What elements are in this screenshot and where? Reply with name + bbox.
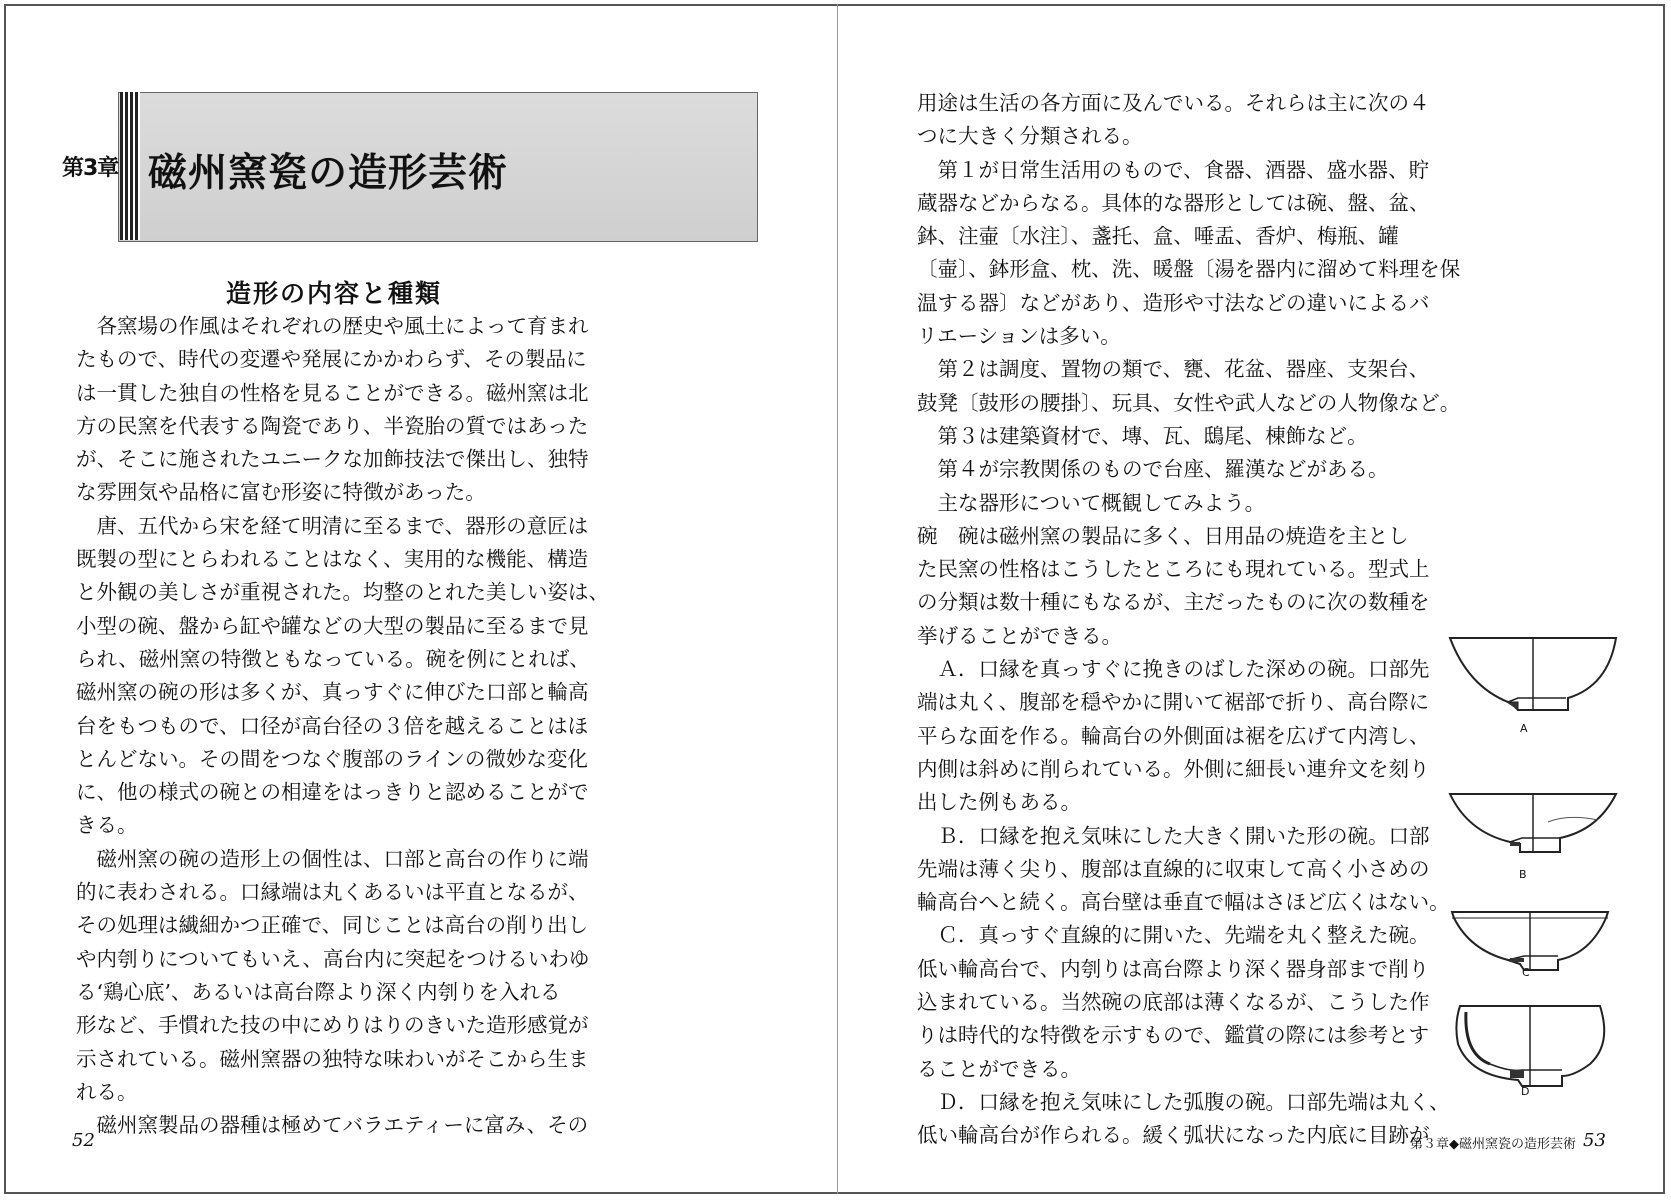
text-line: 蔵器などからなる。具体的な器形としては碗、盤、盆、 (917, 190, 1430, 215)
text-line: 第３は建築資材で、塼、瓦、鴟尾、棟飾など。 (917, 423, 1368, 448)
text-line: つに大きく分類される。 (917, 124, 1143, 149)
text-line: 台をもつもので、口径が高台径の３倍を越えることはほ (76, 713, 589, 738)
text-line: たもので、時代の変遷や発展にかかわらず、その製品に (76, 347, 587, 372)
bowl-profile-d (1450, 1004, 1610, 1090)
text-line: る‘鶏心底’、あるいは高台際より深く内刳りを入れる (76, 979, 561, 1004)
text-line: 平らな面を作る。輪高台の外側面は裾を広げて内湾し、 (917, 723, 1430, 748)
text-line: 低い輪高台で、内刳りは高台際より深く器身部まで削り (917, 956, 1430, 981)
section-heading: 造形の内容と種類 (226, 279, 443, 308)
left-body-text (76, 310, 609, 1142)
text-line: た民窯の性格はこうしたところにも現れている。型式上 (917, 557, 1430, 582)
text-line: 込まれている。当然碗の底部は薄くなるが、こうした作 (917, 990, 1430, 1015)
bowl-profile-b (1448, 792, 1618, 862)
text-line: 既製の型にとらわれることはなく、実用的な機能、構造 (76, 547, 589, 572)
text-line: 示されている。磁州窯器の独特な味わいがそこから生ま (76, 1046, 589, 1071)
text-line: 唐、五代から宋を経て明清に至るまで、器形の意匠は (76, 513, 589, 538)
chapter-label: 第3章 (62, 156, 119, 181)
text-line: 端は丸く、腹部を穏やかに開いて裾部で折り、高台際に (917, 690, 1430, 715)
running-head: 第３章◆磁州窯瓷の造形芸術 (1410, 1137, 1576, 1152)
text-line: 第２は調度、置物の類で、甕、花盆、器座、支架台、 (917, 357, 1430, 382)
text-line: 挙げることができる。 (917, 623, 1122, 648)
text-line: は一貫した独自の性格を見ることができる。磁州窯は北 (76, 380, 589, 405)
text-line: と外観の美しさが重視された。均整のとれた美しい姿は、 (76, 580, 609, 605)
text-line: の分類は数十種にもなるが、主だったものに次の数種を (917, 590, 1430, 615)
text-line: 〔壷〕、鉢形盒、枕、洗、暖盤〔湯を器内に溜めて料理を保 (917, 257, 1461, 282)
text-line: 先端は薄く尖り、腹部は直線的に収束して高く小さめの (917, 856, 1430, 881)
bowl-profile-a (1448, 636, 1618, 716)
text-line: 的に表わされる。口縁端は丸くあるいは平直となるが、 (76, 880, 589, 905)
text-line: に、他の様式の碗との相違をはっきりと認めることがで (76, 780, 589, 805)
text-line: 鉢、注壷〔水注〕、盞托、盒、唾盂、香炉、梅瓶、罐 (917, 224, 1399, 249)
text-line: ることができる。 (917, 1056, 1081, 1081)
bowl-label-a: A (1520, 722, 1528, 735)
text-line: 各窯場の作風はそれぞれの歴史や風土によって育まれ (76, 314, 589, 338)
text-line: 用途は生活の各方面に及んでいる。それらは主に次の４ (917, 91, 1430, 115)
text-line: 碗 碗は磁州窯の製品に多く、日用品の焼造を主とし (917, 523, 1409, 548)
text-line: 形など、手慣れた技の中にめりはりのきいた造形感覚が (76, 1013, 589, 1038)
text-line: 第１が日常生活用のもので、食器、酒器、盛水器、貯 (917, 157, 1430, 182)
text-line: 磁州窯製品の器種は極めてバラエティーに富み、その (76, 1113, 589, 1138)
text-line: Ａ．口縁を真っすぐに挽きのばした深めの碗。口部先 (917, 657, 1430, 682)
text-line: 鼓凳〔鼓形の腰掛〕、玩具、女性や武人などの人物像など。 (917, 390, 1461, 415)
text-line: が、そこに施されたユニークな加飾技法で傑出し、独特 (76, 447, 589, 472)
text-line: Ｂ．口縁を抱え気味にした大きく開いた形の碗。口部 (917, 823, 1430, 848)
text-line: Ｃ．真っすぐ直線的に開いた、先端を丸く整えた碗。 (917, 923, 1430, 948)
text-line: Ｄ．口縁を抱え気味にした弧腹の碗。口部先端は丸く、 (917, 1089, 1450, 1114)
text-line: 低い輪高台が作られる。緩く弧状になった内底に目跡が (917, 1123, 1430, 1148)
chapter-title: 磁州窯瓷の造形芸術 (148, 151, 509, 196)
page-number-left: 52 (72, 1130, 95, 1151)
text-line: 主な器形について概観してみよう。 (917, 490, 1266, 515)
bowl-profile-c (1450, 910, 1610, 980)
text-line: 小型の碗、盤から缸や罐などの大型の製品に至るまで見 (76, 613, 589, 638)
page-number-right: 53 (1583, 1130, 1606, 1151)
bowl-label-c: C (1522, 966, 1530, 979)
text-line: 第４が宗教関係のもので台座、羅漢などがある。 (917, 457, 1389, 482)
text-line: 磁州窯の碗の形は多くが、真っすぐに伸びた口部と輪高 (76, 680, 589, 705)
text-line: 方の民窯を代表する陶瓷であり、半瓷胎の質ではあった (76, 413, 589, 438)
text-line: りは時代的な特徴を示すもので、鑑賞の際には参考とす (917, 1023, 1430, 1048)
text-line: 磁州窯の碗の造形上の個性は、口部と高台の作りに端 (76, 846, 589, 871)
text-line: きる。 (76, 813, 138, 838)
text-line: な雰囲気や品格に富む形姿に特徴があった。 (76, 480, 486, 505)
right-body-text (917, 87, 1461, 1153)
text-line: リエーションは多い。 (917, 324, 1121, 349)
bowl-label-b: B (1519, 868, 1527, 881)
text-line: 温する器〕などがあり、造形や寸法などの違いによるバ (917, 290, 1430, 315)
text-line: られ、磁州窯の特徴ともなっている。碗を例にとれば、 (76, 646, 590, 671)
text-line: れる。 (76, 1079, 138, 1104)
text-line: とんどない。その間をつなぐ腹部のラインの微妙な変化 (76, 746, 588, 771)
text-line: 出した例もある。 (917, 790, 1081, 815)
chapter-box-bars (120, 92, 140, 240)
right-page (838, 0, 1671, 1200)
text-line: や内刳りについてもいえ、高台内に突起をつけるいわゆ (76, 946, 590, 971)
text-line: 輪高台へと続く。高台壁は垂直で幅はさほど広くはない。 (917, 890, 1450, 915)
bowl-label-d: D (1521, 1085, 1530, 1098)
text-line: その処理は繊細かつ正確で、同じことは高台の削り出し (76, 913, 589, 938)
text-line: 内側は斜めに削られている。外側に細長い連弁文を刻り (917, 756, 1430, 781)
